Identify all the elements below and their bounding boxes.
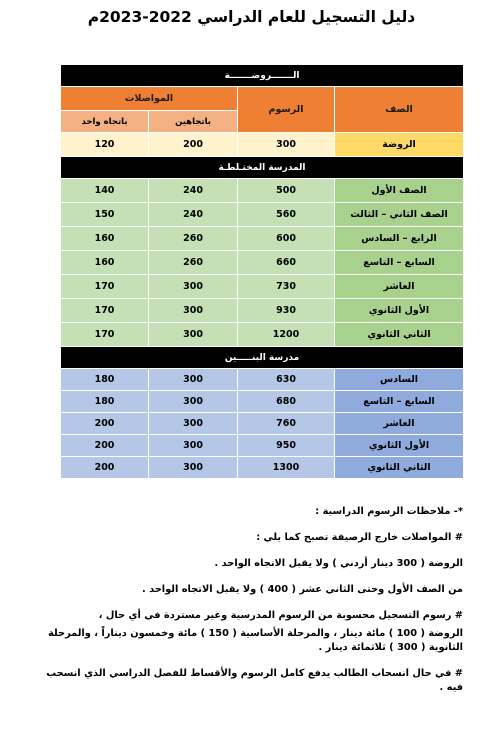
kg-section-title: الـــــــروضـــــــة bbox=[61, 65, 464, 87]
grade-cell: العاشر bbox=[335, 413, 464, 435]
table-row bbox=[61, 227, 464, 251]
grade-cell: السابع – التاسع bbox=[335, 251, 464, 275]
one-way-cell: 200 bbox=[61, 457, 149, 479]
one-way-cell: 170 bbox=[61, 299, 149, 323]
fees-column-header: الرسوم bbox=[238, 87, 335, 133]
grades-transport-note: من الصف الأول وحتى الثاني عشر ( 400 ) ولا يقبل الاتجاه الواحد . bbox=[141, 584, 463, 595]
two-way-cell: 300 bbox=[149, 435, 238, 457]
fees-cell: 630 bbox=[238, 369, 335, 391]
mixed-section-title: المدرسة المختـلطـة bbox=[61, 157, 464, 179]
two-way-cell: 260 bbox=[149, 227, 238, 251]
one-way-cell: 180 bbox=[61, 391, 149, 413]
two-way-cell: 300 bbox=[149, 275, 238, 299]
column-header-row bbox=[61, 87, 464, 111]
fees-cell: 680 bbox=[238, 391, 335, 413]
fees-table bbox=[60, 64, 464, 479]
table-row bbox=[61, 179, 464, 203]
transport-column-header: المواصلات bbox=[61, 87, 238, 111]
one-way-cell: 120 bbox=[61, 133, 149, 157]
notes-section bbox=[33, 505, 463, 707]
notes-heading: *- ملاحظات الرسوم الدراسية : bbox=[315, 506, 463, 517]
fees-cell: 660 bbox=[238, 251, 335, 275]
fees-cell: 600 bbox=[238, 227, 335, 251]
table-row bbox=[61, 133, 464, 157]
table-row bbox=[61, 251, 464, 275]
two-way-cell: 240 bbox=[149, 203, 238, 227]
grade-cell: الصف الأول bbox=[335, 179, 464, 203]
registration-fees-note: # رسوم التسجيل محسوبة من الرسوم المدرسية وغير مستردة في أي حال ، bbox=[98, 610, 463, 621]
one-way-cell: 160 bbox=[61, 251, 149, 275]
table-row bbox=[61, 203, 464, 227]
two-way-cell: 260 bbox=[149, 251, 238, 275]
grade-cell: الصف الثاني – الثالث bbox=[335, 203, 464, 227]
two-way-cell: 300 bbox=[149, 457, 238, 479]
transport-note: # المواصلات خارج الرصيفة تصبح كما يلي : bbox=[256, 532, 463, 543]
one-way-cell: 150 bbox=[61, 203, 149, 227]
table-row bbox=[61, 369, 464, 391]
table-row bbox=[61, 457, 464, 479]
grade-cell: الروضة bbox=[335, 133, 464, 157]
table-row bbox=[61, 391, 464, 413]
table-row bbox=[61, 323, 464, 347]
two-way-header: باتجاهين bbox=[149, 111, 238, 133]
one-way-cell: 170 bbox=[61, 323, 149, 347]
grade-cell: الثاني الثانوي bbox=[335, 323, 464, 347]
one-way-cell: 200 bbox=[61, 435, 149, 457]
one-way-cell: 170 bbox=[61, 275, 149, 299]
two-way-cell: 300 bbox=[149, 413, 238, 435]
kg-section-header bbox=[61, 65, 464, 87]
table-row bbox=[61, 435, 464, 457]
one-way-cell: 180 bbox=[61, 369, 149, 391]
grade-cell: الثاني الثانوي bbox=[335, 457, 464, 479]
registration-amounts-note: الروضة ( 100 ) مائة دينار ، والمرحلة الأساسية ( 150 ) مائة وخمسون ديناراً ، والمرحلة الثانوية ( 300 ) ثلاثمائة دينار . bbox=[48, 628, 463, 653]
two-way-cell: 300 bbox=[149, 299, 238, 323]
fees-cell: 1200 bbox=[238, 323, 335, 347]
two-way-cell: 200 bbox=[149, 133, 238, 157]
grade-cell: الرابع – السادس bbox=[335, 227, 464, 251]
two-way-cell: 240 bbox=[149, 179, 238, 203]
two-way-cell: 300 bbox=[149, 323, 238, 347]
mixed-section-header bbox=[61, 157, 464, 179]
one-way-cell: 140 bbox=[61, 179, 149, 203]
fees-cell: 950 bbox=[238, 435, 335, 457]
grade-cell: الأول الثانوي bbox=[335, 299, 464, 323]
one-way-cell: 200 bbox=[61, 413, 149, 435]
withdrawal-note: # في حال انسحاب الطالب يدفع كامل الرسوم والأقساط للفصل الدراسي الذي انسحب فيه . bbox=[46, 668, 463, 693]
grade-column-header: الصف bbox=[335, 87, 464, 133]
grade-cell: السادس bbox=[335, 369, 464, 391]
one-way-cell: 160 bbox=[61, 227, 149, 251]
two-way-cell: 300 bbox=[149, 369, 238, 391]
fees-cell: 560 bbox=[238, 203, 335, 227]
kg-transport-note: الروضة ( 300 دينار أردني ) ولا يقبل الاتجاه الواحد . bbox=[214, 558, 463, 569]
grade-cell: الأول الثانوي bbox=[335, 435, 464, 457]
fees-cell: 500 bbox=[238, 179, 335, 203]
boys-section-title: مدرسة البنـــــين bbox=[61, 347, 464, 369]
fees-cell: 1300 bbox=[238, 457, 335, 479]
grade-cell: السابع – التاسع bbox=[335, 391, 464, 413]
fees-cell: 730 bbox=[238, 275, 335, 299]
page-title: دليل التسجيل للعام الدراسي 2022-2023م bbox=[87, 8, 416, 26]
grade-cell: العاشر bbox=[335, 275, 464, 299]
table-row bbox=[61, 275, 464, 299]
table-row bbox=[61, 413, 464, 435]
two-way-cell: 300 bbox=[149, 391, 238, 413]
fees-cell: 300 bbox=[238, 133, 335, 157]
one-way-header: باتجاه واحد bbox=[61, 111, 149, 133]
fees-cell: 760 bbox=[238, 413, 335, 435]
table-row bbox=[61, 299, 464, 323]
boys-section-header bbox=[61, 347, 464, 369]
fees-cell: 930 bbox=[238, 299, 335, 323]
